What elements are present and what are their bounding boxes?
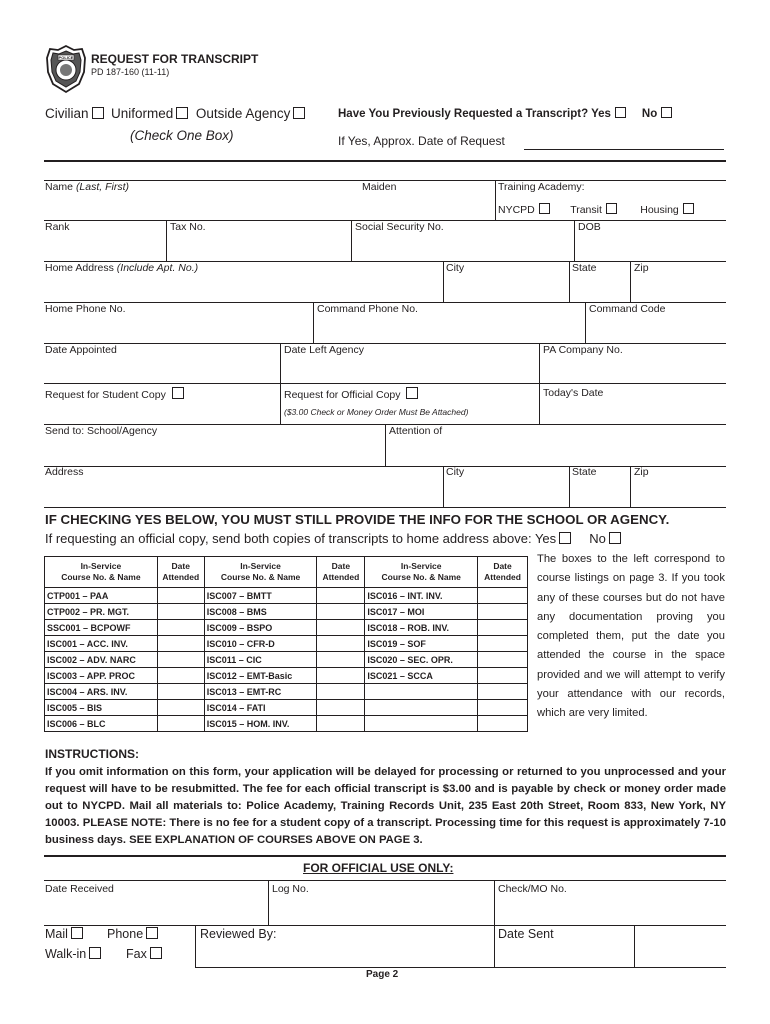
form-number: PD 187-160 (11-11) (91, 67, 170, 77)
course-name-cell: ISC010 – CFR-D (204, 636, 317, 652)
date-attended-cell[interactable] (317, 716, 365, 732)
official-copy-checkbox[interactable] (406, 387, 418, 399)
fax-checkbox[interactable] (150, 947, 162, 959)
type-options (45, 106, 305, 121)
previous-no-checkbox[interactable] (661, 107, 672, 118)
grid-line (569, 466, 570, 507)
course-name-cell: ISC009 – BSPO (204, 620, 317, 636)
date-attended-cell[interactable] (478, 652, 528, 668)
date-attended-cell[interactable] (157, 620, 204, 636)
course-name-cell: SSC001 – BCPOWF (45, 620, 158, 636)
home-phone-label: Home Phone No. (45, 303, 126, 315)
course-name-cell: ISC020 – SEC. OPR. (365, 652, 478, 668)
grid-line (166, 220, 167, 261)
course-name-cell: ISC004 – ARS. INV. (45, 684, 158, 700)
date-attended-cell[interactable] (317, 620, 365, 636)
date-attended-cell[interactable] (317, 700, 365, 716)
date-attended-cell[interactable] (157, 636, 204, 652)
mail-option: Mail (45, 927, 83, 941)
grid-line (630, 261, 631, 302)
course-name-cell (365, 700, 478, 716)
ssn-label: Social Security No. (355, 221, 444, 233)
grid-line (494, 880, 495, 967)
official-home-yes-checkbox[interactable] (559, 532, 571, 544)
transit-checkbox[interactable] (606, 203, 617, 214)
student-copy-label: Request for Student Copy (45, 387, 184, 401)
date-attended-cell[interactable] (317, 636, 365, 652)
course-name-cell: ISC017 – MOI (365, 604, 478, 620)
date-attended-cell[interactable] (478, 588, 528, 604)
phone-checkbox[interactable] (146, 927, 158, 939)
course-header: In-Service Course No. & Name (45, 557, 158, 588)
table-row (45, 668, 528, 684)
date-sent-label: Date Sent (498, 927, 554, 941)
check-one-box-note: (Check One Box) (130, 128, 234, 143)
grid-line (495, 180, 496, 220)
grid-line (195, 925, 196, 967)
course-name-cell: ISC007 – BMTT (204, 588, 317, 604)
previous-date-input-line[interactable] (524, 149, 724, 150)
pa-company-label: PA Company No. (543, 344, 623, 356)
top-divider (44, 160, 726, 162)
previous-request-question (338, 107, 672, 120)
date-attended-cell[interactable] (157, 700, 204, 716)
course-name-cell: ISC008 – BMS (204, 604, 317, 620)
course-name-cell (365, 716, 478, 732)
course-name-cell: CTP001 – PAA (45, 588, 158, 604)
course-name-cell: ISC002 – ADV. NARC (45, 652, 158, 668)
city-label: City (446, 262, 465, 274)
home-address-label: Home Address (Include Apt. No.) (45, 262, 199, 274)
grid-line (44, 383, 726, 384)
table-row (45, 652, 528, 668)
badge-text: POLICE (58, 55, 74, 60)
date-attended-cell[interactable] (317, 668, 365, 684)
grid-line (44, 343, 726, 344)
course-name-cell: ISC006 – BLC (45, 716, 158, 732)
notice-subline: If requesting an official copy, send both copies of transcripts to home address above: Yes No (45, 531, 621, 546)
uniformed-label: Uniformed (111, 106, 174, 121)
grid-line (585, 302, 586, 343)
course-name-cell: ISC013 – EMT-RC (204, 684, 317, 700)
zip2-label: Zip (634, 466, 649, 478)
dob-label: DOB (578, 221, 601, 233)
walk-in-option: Walk-in (45, 947, 101, 961)
date-attended-cell[interactable] (157, 668, 204, 684)
reviewed-by-label: Reviewed By: (200, 927, 277, 941)
grid-line (634, 925, 635, 967)
date-attended-cell[interactable] (478, 604, 528, 620)
table-row (45, 684, 528, 700)
course-name-cell: ISC003 – APP. PROC (45, 668, 158, 684)
course-name-cell: ISC021 – SCCA (365, 668, 478, 684)
grid-line (313, 302, 314, 343)
phone-option: Phone (107, 927, 158, 941)
table-row (45, 636, 528, 652)
housing-checkbox[interactable] (683, 203, 694, 214)
command-code-label: Command Code (589, 303, 666, 315)
yes-label: Yes (591, 108, 611, 120)
course-name-cell (365, 684, 478, 700)
date-attended-cell (478, 700, 528, 716)
table-row (45, 604, 528, 620)
date-attended-cell[interactable] (478, 668, 528, 684)
table-row (45, 620, 528, 636)
date-attended-cell[interactable] (157, 716, 204, 732)
date-header: Date Attended (317, 557, 365, 588)
tax-no-label: Tax No. (170, 221, 206, 233)
date-attended-cell[interactable] (157, 604, 204, 620)
date-appointed-label: Date Appointed (45, 344, 117, 356)
course-name-cell: ISC001 – ACC. INV. (45, 636, 158, 652)
city2-label: City (446, 466, 465, 478)
form-title: REQUEST FOR TRANSCRIPT (91, 52, 259, 66)
training-academy-label: Training Academy: (498, 181, 585, 193)
course-name-cell: ISC019 – SOF (365, 636, 478, 652)
grid-line (574, 220, 575, 261)
instructions-heading: INSTRUCTIONS: (45, 747, 139, 761)
course-name-cell: CTP002 – PR. MGT. (45, 604, 158, 620)
grid-line (351, 220, 352, 261)
course-name-cell: ISC016 – INT. INV. (365, 588, 478, 604)
date-attended-cell[interactable] (478, 620, 528, 636)
fax-option: Fax (126, 947, 162, 961)
page-number: Page 2 (366, 969, 399, 980)
course-name-cell: ISC005 – BIS (45, 700, 158, 716)
grid-line (195, 967, 726, 968)
grid-line (44, 507, 726, 508)
civilian-label: Civilian (45, 106, 89, 121)
grid-line (44, 466, 726, 467)
state2-label: State (572, 466, 597, 478)
date-attended-cell[interactable] (157, 652, 204, 668)
check-mo-label: Check/MO No. (498, 883, 567, 895)
course-name-cell: ISC014 – FATI (204, 700, 317, 716)
walk-in-checkbox[interactable] (89, 947, 101, 959)
grid-line (44, 880, 726, 881)
send-to-label: Send to: School/Agency (45, 425, 158, 437)
state-label: State (572, 262, 597, 274)
table-row (45, 588, 528, 604)
date-header: Date Attended (157, 557, 204, 588)
date-attended-cell (478, 716, 528, 732)
grid-line (385, 424, 386, 466)
date-attended-cell[interactable] (478, 636, 528, 652)
mail-checkbox[interactable] (71, 927, 83, 939)
rank-label: Rank (45, 221, 70, 233)
todays-date-label: Today's Date (543, 387, 604, 399)
outside-agency-checkbox[interactable] (293, 107, 305, 119)
civilian-checkbox[interactable] (92, 107, 104, 119)
police-badge-logo (44, 44, 88, 94)
nycpd-checkbox[interactable] (539, 203, 550, 214)
date-attended-cell[interactable] (317, 684, 365, 700)
notice-heading: IF CHECKING YES BELOW, YOU MUST STILL PROVIDE THE INFO FOR THE SCHOOL OR AGENCY. (45, 512, 670, 527)
date-attended-cell[interactable] (157, 684, 204, 700)
courses-side-note: The boxes to the left correspond to course listings on page 3. If you took any of these courses but do not have any documentation proving you completed them, put the date you attended the course in the space provided and we will attempt to verify your attendance with our records, which are very limited. (537, 553, 725, 720)
date-attended-cell (478, 684, 528, 700)
date-attended-cell[interactable] (317, 588, 365, 604)
no-label: No (641, 108, 658, 120)
name-label: Name (Last, First) (45, 181, 130, 193)
date-attended-cell[interactable] (317, 604, 365, 620)
date-received-label: Date Received (45, 883, 114, 895)
official-home-no-checkbox[interactable] (609, 532, 621, 544)
date-header: Date Attended (478, 557, 528, 588)
instructions-text: If you omit information on this form, your application will be delayed for processing or returned to you unprocessed and your request will have to be resubmitted. The fee for each official transcript is $3.00 and is payable by check or money order made out to NYCPD. Mail all materials to: Police Academy, Training Records Unit, 235 East 20th Street, Room 833, New York, NY 10003. PLEASE NOTE: There is no fee for a student copy of a transcript. Processing time for this request is approximately 7-10 business days. SEE EXPLANATION OF COURSES ABOVE ON PAGE 3. (45, 766, 726, 846)
course-name-cell: ISC011 – CIC (204, 652, 317, 668)
courses-table (44, 556, 528, 732)
official-copy-note: ($3.00 Check or Money Order Must Be Attached) (284, 407, 469, 417)
attention-of-label: Attention of (389, 425, 443, 437)
official-use-heading: FOR OFFICIAL USE ONLY: (303, 861, 454, 875)
grid-line (569, 261, 570, 302)
student-copy-checkbox[interactable] (172, 387, 184, 399)
grid-line (268, 880, 269, 925)
grid-line (443, 466, 444, 507)
grid-line (443, 261, 444, 302)
address-label: Address (45, 466, 84, 478)
previous-yes-checkbox[interactable] (615, 107, 626, 118)
date-attended-cell[interactable] (317, 652, 365, 668)
previous-request-text: Have You Previously Requested a Transcript? (338, 108, 589, 120)
outside-agency-label: Outside Agency (195, 106, 291, 121)
course-header: In-Service Course No. & Name (365, 557, 478, 588)
table-row (45, 716, 528, 732)
grid-line (630, 466, 631, 507)
previous-date-label: If Yes, Approx. Date of Request (338, 134, 505, 148)
uniformed-checkbox[interactable] (176, 107, 188, 119)
course-name-cell: ISC012 – EMT-Basic (204, 668, 317, 684)
maiden-label: Maiden (362, 181, 397, 193)
grid-line (44, 925, 726, 926)
date-left-agency-label: Date Left Agency (284, 344, 364, 356)
course-name-cell: ISC015 – HOM. INV. (204, 716, 317, 732)
official-divider (44, 855, 726, 857)
log-no-label: Log No. (272, 883, 309, 895)
command-phone-label: Command Phone No. (317, 303, 418, 315)
official-copy-label: Request for Official Copy (284, 387, 418, 401)
table-row (45, 700, 528, 716)
course-name-cell: ISC018 – ROB. INV. (365, 620, 478, 636)
zip-label: Zip (634, 262, 649, 274)
course-header: In-Service Course No. & Name (204, 557, 317, 588)
academy-options: NYCPD Transit Housing (498, 203, 694, 216)
date-attended-cell[interactable] (157, 588, 204, 604)
